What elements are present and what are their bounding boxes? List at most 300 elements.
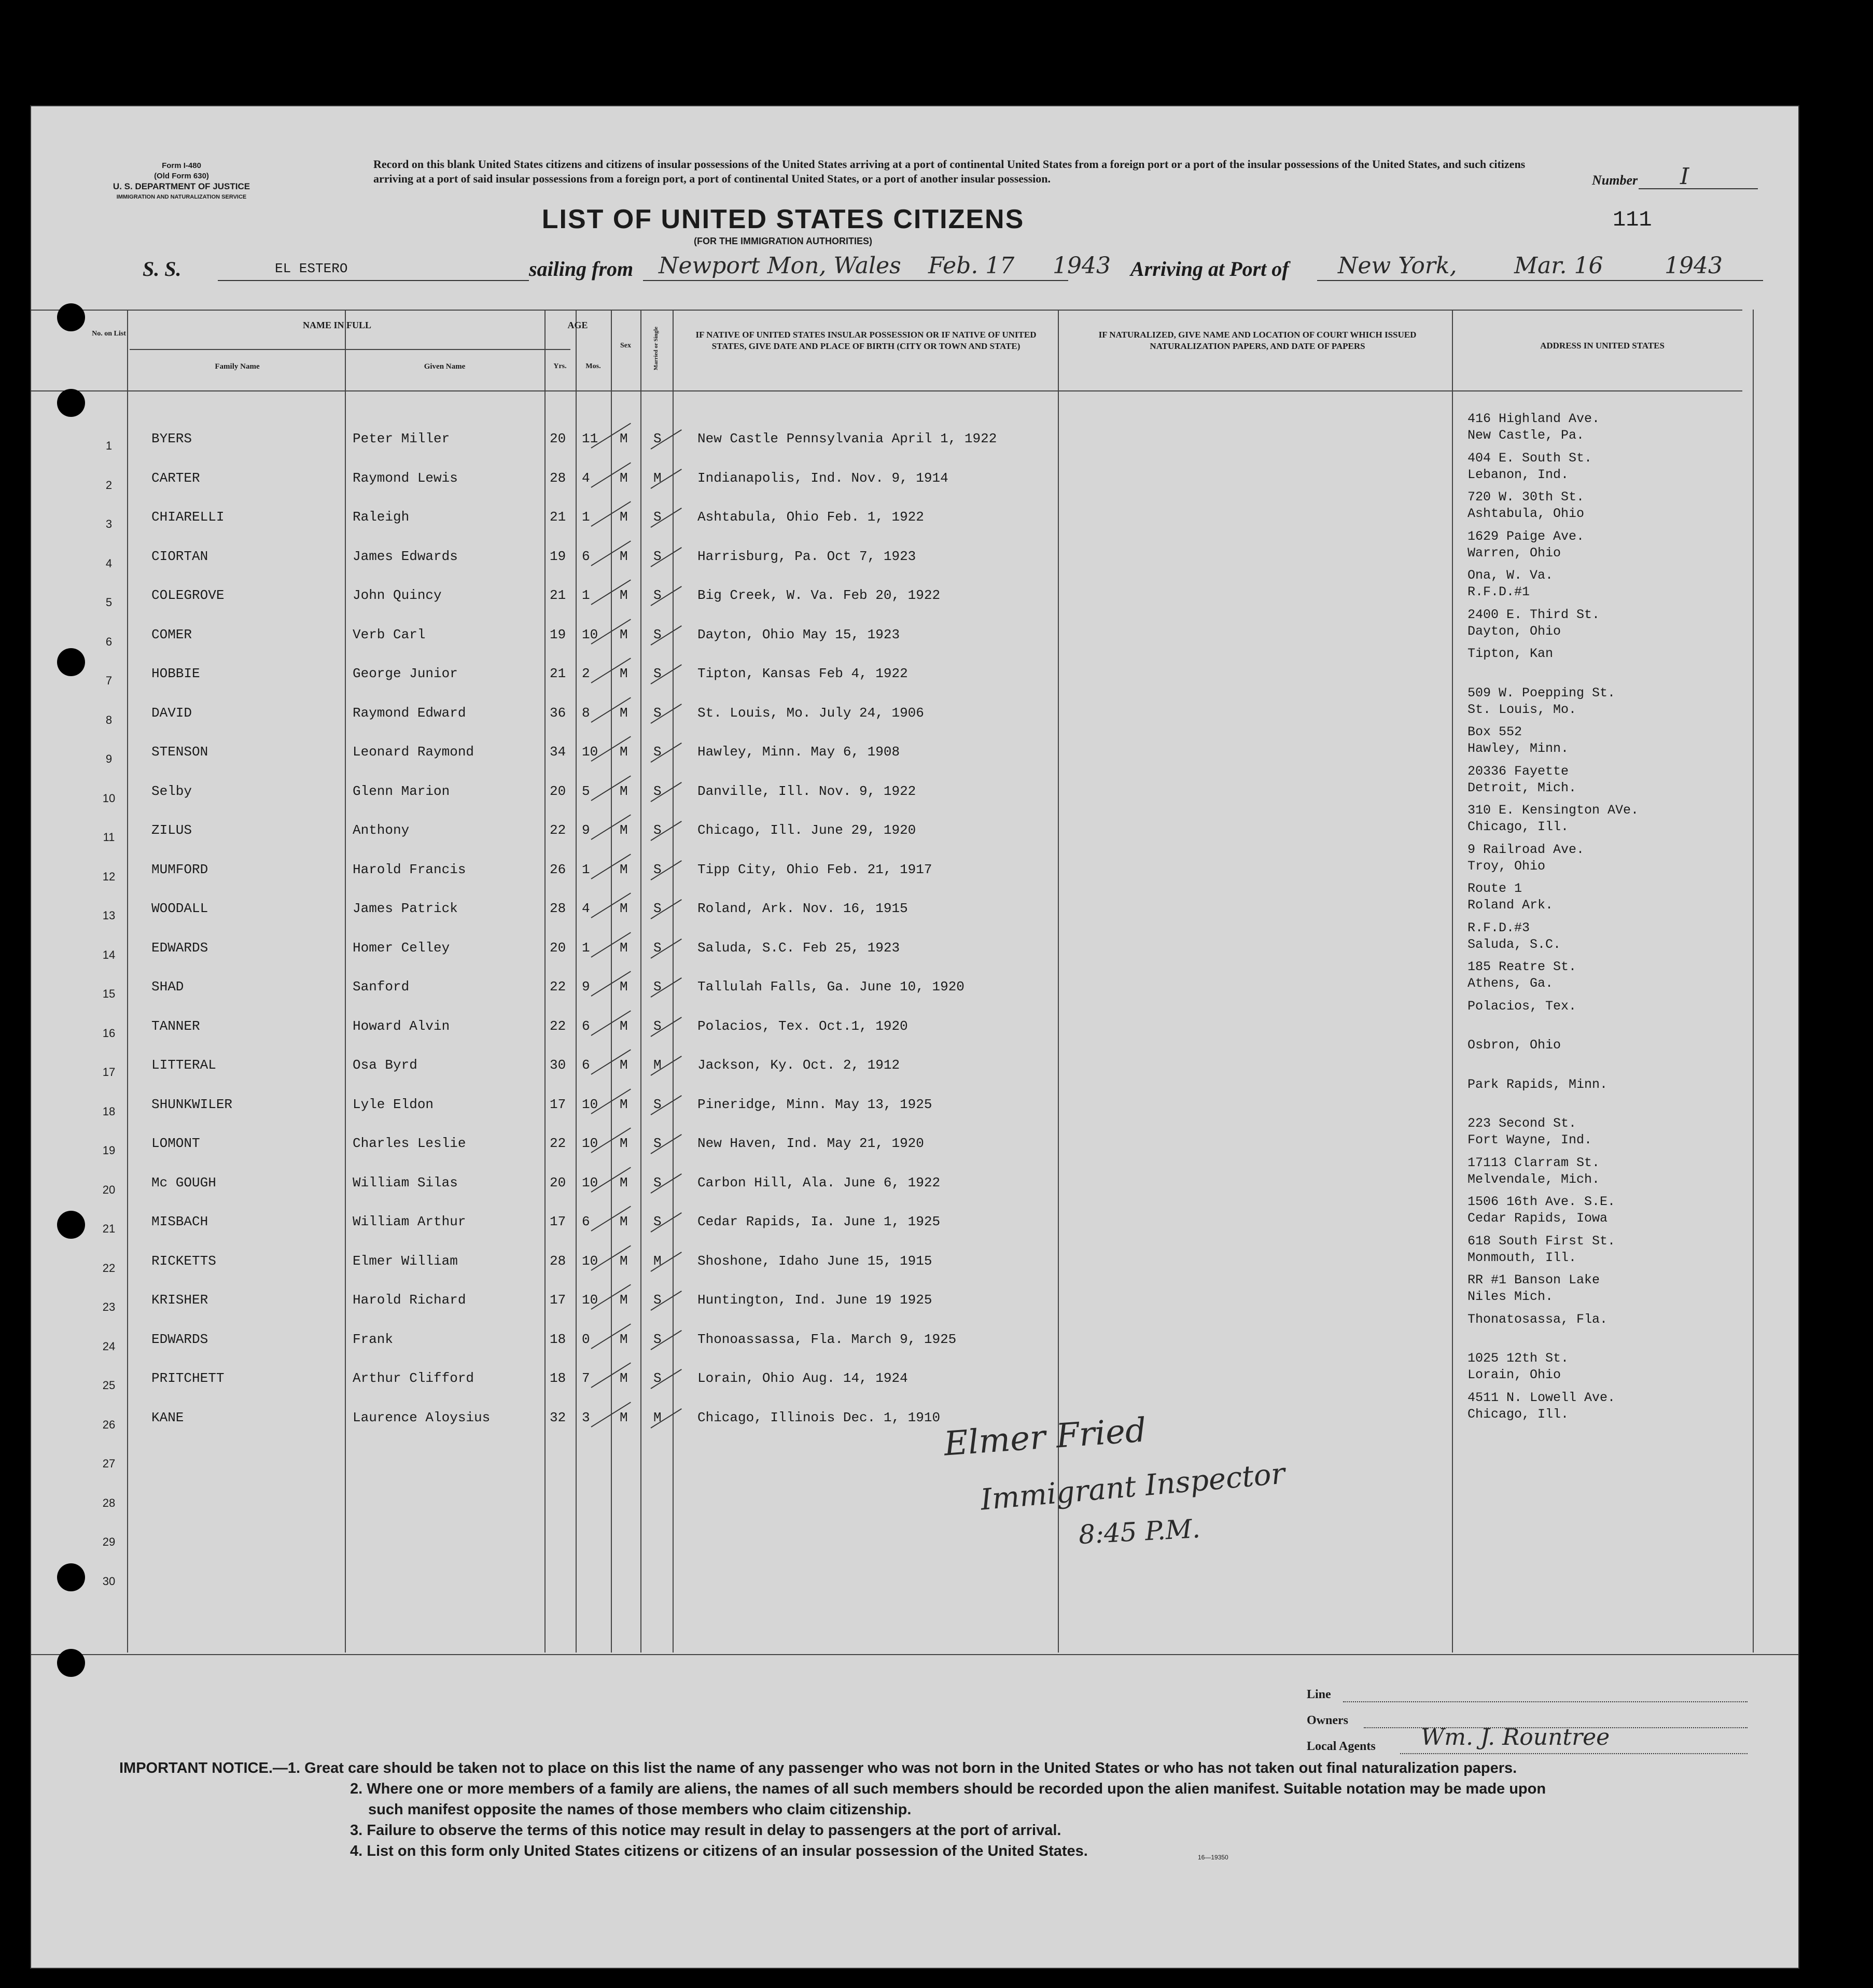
address-line: 1506 16th Ave. S.E. (1467, 1194, 1616, 1209)
arriving-underline (1317, 280, 1763, 281)
given-name: James Edwards (353, 549, 458, 564)
address-line: Lebanon, Ind. (1467, 467, 1569, 482)
family-name: LITTERAL (151, 1057, 216, 1073)
col-divider (576, 310, 577, 1653)
marital-status: S (653, 1136, 662, 1151)
age-years: 22 (550, 1018, 566, 1034)
arriving-label: Arriving at Port of (1130, 257, 1289, 281)
age-months: 6 (582, 549, 590, 564)
address-line: New Castle, Pa. (1467, 428, 1585, 443)
col-header-mos: Mos. (585, 362, 601, 370)
marital-status: S (653, 666, 662, 681)
age-years: 19 (550, 549, 566, 564)
record-note: Record on this blank United States citizens and citizens of insular possessions of the United States arriving at a port of continental United States from a foreign port or a port of the insular possessions of the United States, and such citizens arriving at a port of said insular possessions from a foreign port, a port of continental United States, or a port of another insular possession. (373, 158, 1526, 185)
age-years: 20 (550, 431, 566, 446)
given-name: Anthony (353, 822, 410, 838)
age-years: 18 (550, 1370, 566, 1386)
col-divider (1452, 310, 1453, 1653)
age-months: 4 (582, 901, 590, 916)
age-years: 21 (550, 587, 566, 603)
col-divider (544, 310, 546, 1653)
birth-place-date: Harrisburg, Pa. Oct 7, 1923 (697, 549, 916, 564)
col-divider (640, 310, 641, 1653)
binding-hole (57, 648, 85, 676)
age-months: 11 (582, 431, 598, 446)
birth-place-date: Tallulah Falls, Ga. June 10, 1920 (697, 979, 965, 995)
address-line: Chicago, Ill. (1467, 819, 1569, 834)
sailing-date: Feb. 17 (928, 253, 1015, 279)
birth-place-date: Lorain, Ohio Aug. 14, 1924 (697, 1370, 908, 1386)
age-years: 22 (550, 979, 566, 995)
marital-status: S (653, 979, 662, 995)
address-line: Cedar Rapids, Iowa (1467, 1211, 1608, 1226)
age-years: 22 (550, 1136, 566, 1151)
row-number: 8 (105, 713, 113, 726)
address-line: Ashtabula, Ohio (1467, 506, 1585, 521)
col-header-family: Family Name (215, 362, 260, 371)
address-line: Saluda, S.C. (1467, 937, 1561, 952)
sailing-from: Newport Mon, Wales (659, 253, 901, 279)
family-name: RICKETTS (151, 1253, 216, 1269)
row-number: 12 (102, 870, 116, 883)
row-number: 7 (105, 674, 113, 687)
birth-place-date: Pineridge, Minn. May 13, 1925 (697, 1097, 932, 1112)
age-years: 17 (550, 1292, 566, 1308)
age-years: 30 (550, 1057, 566, 1073)
sex: M (620, 431, 628, 446)
row-number: 27 (102, 1457, 116, 1470)
table-top-rule (31, 310, 1742, 311)
family-name: MISBACH (151, 1214, 208, 1229)
given-name: Raleigh (353, 509, 410, 525)
address-line: 720 W. 30th St. (1467, 489, 1585, 505)
marital-status: S (653, 1332, 662, 1347)
family-name: BYERS (151, 431, 192, 446)
given-name: Howard Alvin (353, 1018, 450, 1034)
given-name: Raymond Edward (353, 705, 466, 721)
binding-hole (57, 1563, 85, 1591)
row-number: 11 (103, 831, 115, 844)
header-bottom-rule (31, 390, 1742, 391)
birth-place-date: Tipton, Kansas Feb 4, 1922 (697, 666, 908, 681)
row-number: 20 (102, 1183, 116, 1196)
marital-status: S (653, 1097, 662, 1112)
birth-place-date: Thonoassassa, Fla. March 9, 1925 (697, 1332, 957, 1347)
sex: M (620, 1370, 628, 1386)
age-months: 5 (582, 783, 590, 799)
ship-underline (218, 280, 529, 281)
given-name: John Quincy (353, 587, 442, 603)
age-months: 10 (582, 1292, 598, 1308)
number-underline (1639, 188, 1758, 189)
binding-hole (57, 389, 85, 417)
birth-place-date: Jackson, Ky. Oct. 2, 1912 (697, 1057, 900, 1073)
page-subtitle: (FOR THE IMMIGRATION AUTHORITIES) (694, 236, 872, 246)
sex: M (620, 744, 628, 760)
birth-place-date: Roland, Ark. Nov. 16, 1915 (697, 901, 908, 916)
row-number: 4 (105, 557, 113, 570)
family-name: CARTER (151, 470, 200, 486)
page-number: 111 (1613, 207, 1652, 232)
row-number: 29 (102, 1535, 116, 1548)
agents-signature: Wm. J. Rountree (1421, 1724, 1610, 1751)
sex: M (620, 862, 628, 877)
family-name: DAVID (151, 705, 192, 721)
sailing-underline (643, 280, 1068, 281)
col-header-sex: Sex (620, 342, 631, 349)
age-months: 4 (582, 470, 590, 486)
inspection-time: 8:45 P.M. (1078, 1513, 1201, 1550)
age-months: 10 (582, 1175, 598, 1191)
sex: M (620, 1136, 628, 1151)
marital-status: S (653, 783, 662, 799)
age-months: 10 (582, 627, 598, 642)
given-name: Raymond Lewis (353, 470, 458, 486)
given-name: Homer Celley (353, 940, 450, 956)
birth-place-date: Polacios, Tex. Oct.1, 1920 (697, 1018, 908, 1034)
family-name: HOBBIE (151, 666, 200, 681)
col-divider (673, 310, 674, 1653)
age-months: 1 (582, 940, 590, 956)
age-months: 6 (582, 1057, 590, 1073)
row-number: 10 (102, 792, 116, 805)
given-name: Laurence Aloysius (353, 1410, 491, 1425)
family-name: CIORTAN (151, 549, 208, 564)
age-years: 17 (550, 1214, 566, 1229)
age-years: 26 (550, 862, 566, 877)
address-line: Troy, Ohio (1467, 859, 1546, 874)
given-name: Osa Byrd (353, 1057, 417, 1073)
sex: M (620, 940, 628, 956)
col-header-address: ADDRESS IN UNITED STATES (1540, 341, 1665, 351)
row-number: 6 (105, 635, 113, 648)
notice-4: 4. List on this form only United States citizens or citizens of an insular possession of the United States. (350, 1843, 1088, 1859)
inspector-signature: Elmer Fried (942, 1411, 1148, 1464)
sailing-year: 1943 (1053, 253, 1111, 279)
family-name: MUMFORD (151, 862, 208, 877)
age-months: 6 (582, 1214, 590, 1229)
address-line: 2400 E. Third St. (1467, 607, 1600, 622)
row-number: 26 (102, 1418, 116, 1431)
age-months: 1 (582, 587, 590, 603)
sex: M (620, 1175, 628, 1191)
address-line: Detroit, Mich. (1467, 780, 1577, 795)
row-number: 15 (102, 987, 116, 1000)
given-name: Arthur Clifford (353, 1370, 474, 1386)
age-months: 1 (582, 862, 590, 877)
sex: M (620, 901, 628, 916)
age-months: 7 (582, 1370, 590, 1386)
marital-status: S (653, 431, 662, 446)
address-line: Box 552 (1467, 724, 1522, 739)
given-name: James Patrick (353, 901, 458, 916)
marital-status: S (653, 1175, 662, 1191)
row-number: 9 (105, 752, 113, 765)
address-line: R.F.D.#1 (1467, 584, 1530, 599)
sex: M (620, 1253, 628, 1269)
age-years: 34 (550, 744, 566, 760)
family-name: COMER (151, 627, 192, 642)
address-line: Athens, Ga. (1467, 976, 1554, 991)
family-name: SHUNKWILER (151, 1097, 233, 1112)
address-line: Chicago, Ill. (1467, 1407, 1569, 1422)
col-divider (127, 310, 128, 1653)
given-name: Charles Leslie (353, 1136, 466, 1151)
family-name: COLEGROVE (151, 587, 225, 603)
row-number: 22 (102, 1262, 116, 1275)
sex: M (620, 979, 628, 995)
address-line: 4511 N. Lowell Ave. (1467, 1390, 1616, 1405)
sailing-label: sailing from (529, 257, 634, 281)
given-name: Elmer William (353, 1253, 458, 1269)
row-number: 24 (102, 1340, 116, 1353)
birth-place-date: St. Louis, Mo. July 24, 1906 (697, 705, 924, 721)
notice-2: 2. Where one or more members of a family are aliens, the names of all such members should be recorded upon the alien manifest. Suitable notation may be made upon (350, 1781, 1546, 1797)
sex: M (620, 549, 628, 564)
row-number: 17 (102, 1066, 116, 1079)
address-line: RR #1 Banson Lake (1467, 1272, 1600, 1287)
table-bottom-rule (31, 1654, 1798, 1655)
marital-status: S (653, 744, 662, 760)
age-years: 18 (550, 1332, 566, 1347)
age-years: 20 (550, 783, 566, 799)
age-years: 28 (550, 1253, 566, 1269)
row-number: 5 (105, 596, 113, 609)
family-name: SHAD (151, 979, 184, 995)
notice-1: IMPORTANT NOTICE.—1. Great care should be taken not to place on this list the name of any passenger who was not born in the United States or who has not taken out final naturalization papers. (119, 1760, 1517, 1776)
row-number: 14 (102, 948, 116, 961)
family-name: PRITCHETT (151, 1370, 225, 1386)
marital-status: S (653, 627, 662, 642)
row-number: 19 (102, 1144, 116, 1157)
age-years: 21 (550, 666, 566, 681)
address-line: Route 1 (1467, 881, 1522, 896)
marital-status: S (653, 1370, 662, 1386)
sex: M (620, 1097, 628, 1112)
marital-status: M (653, 1253, 662, 1269)
sex: M (620, 705, 628, 721)
birth-place-date: Carbon Hill, Ala. June 6, 1922 (697, 1175, 941, 1191)
given-name: Lyle Eldon (353, 1097, 434, 1112)
col-header-no: No. on List (92, 330, 126, 338)
marital-status: S (653, 705, 662, 721)
age-years: 21 (550, 509, 566, 525)
sex: M (620, 1332, 628, 1347)
address-line: 185 Reatre St. (1467, 959, 1577, 974)
col-header-birth: IF NATIVE OF UNITED STATES INSULAR POSSESSION OR IF NATIVE OF UNITED STATES, GIVE DATE AND PLACE OF BIRTH (CITY OR TOWN AND STATE) (695, 330, 1037, 351)
address-line: 1025 12th St. (1467, 1351, 1569, 1366)
sex: M (620, 822, 628, 838)
age-months: 9 (582, 979, 590, 995)
family-name: KRISHER (151, 1292, 208, 1308)
family-name: ZILUS (151, 822, 192, 838)
col-divider (1753, 310, 1754, 1653)
row-number: 28 (102, 1496, 116, 1509)
binding-hole (57, 1649, 85, 1677)
birth-place-date: Shoshone, Idaho June 15, 1915 (697, 1253, 932, 1269)
given-name: Frank (353, 1332, 394, 1347)
given-name: William Arthur (353, 1214, 466, 1229)
birth-place-date: Danville, Ill. Nov. 9, 1922 (697, 783, 916, 799)
address-line: Tipton, Kan (1467, 646, 1554, 661)
address-line: Osbron, Ohio (1467, 1038, 1561, 1053)
family-name: TANNER (151, 1018, 200, 1034)
birth-place-date: New Castle Pennsylvania April 1, 1922 (697, 431, 997, 446)
marital-status: S (653, 901, 662, 916)
family-name: WOODALL (151, 901, 208, 916)
marital-status: S (653, 549, 662, 564)
number-label: Number (1592, 173, 1638, 188)
inspector-title: Immigrant Inspector (979, 1457, 1287, 1517)
address-line: 404 E. South St. (1467, 451, 1592, 466)
address-line: Roland Ark. (1467, 898, 1554, 913)
address-line: 416 Highland Ave. (1467, 411, 1600, 426)
ship-name: EL ESTERO (275, 261, 348, 276)
address-line: Dayton, Ohio (1467, 624, 1561, 639)
age-years: 19 (550, 627, 566, 642)
row-number: 18 (102, 1105, 116, 1118)
given-name: Harold Francis (353, 862, 466, 877)
sex: M (620, 627, 628, 642)
sex: M (620, 587, 628, 603)
family-name: EDWARDS (151, 940, 208, 956)
birth-place-date: Indianapolis, Ind. Nov. 9, 1914 (697, 470, 948, 486)
address-line: Melvendale, Mich. (1467, 1172, 1600, 1187)
page-title: LIST OF UNITED STATES CITIZENS (541, 204, 1025, 234)
row-number: 13 (102, 909, 116, 922)
sex: M (620, 1292, 628, 1308)
address-line: St. Louis, Mo. (1467, 702, 1577, 717)
given-name: Sanford (353, 979, 410, 995)
age-years: 36 (550, 705, 566, 721)
address-line: Hawley, Minn. (1467, 741, 1569, 756)
manifest-page (30, 105, 1799, 1969)
address-line: Polacios, Tex. (1467, 999, 1577, 1014)
row-number: 1 (105, 439, 113, 452)
important-notice (119, 1758, 1779, 1861)
col-header-name: NAME IN FULL (302, 320, 371, 330)
address-line: 310 E. Kensington AVe. (1467, 803, 1639, 818)
address-line: Monmouth, Ill. (1467, 1250, 1577, 1265)
age-months: 2 (582, 666, 590, 681)
age-years: 20 (550, 1175, 566, 1191)
address-line: Lorain, Ohio (1467, 1367, 1561, 1382)
address-line: Warren, Ohio (1467, 545, 1561, 561)
address-line: R.F.D.#3 (1467, 920, 1530, 935)
family-name: CHIARELLI (151, 509, 225, 525)
age-months: 1 (582, 509, 590, 525)
sex: M (620, 1410, 628, 1425)
marital-status: M (653, 1057, 662, 1073)
family-name: Selby (151, 783, 192, 799)
col-header-married: Married or Single (653, 326, 659, 371)
address-line: Thonatosassa, Fla. (1467, 1312, 1608, 1327)
address-line: Ona, W. Va. (1467, 568, 1554, 583)
birth-place-date: Ashtabula, Ohio Feb. 1, 1922 (697, 509, 924, 525)
age-years: 22 (550, 822, 566, 838)
row-number: 16 (102, 1027, 116, 1040)
birth-place-date: Chicago, Ill. June 29, 1920 (697, 822, 916, 838)
number-value: I (1680, 163, 1689, 190)
address-line: Niles Mich. (1467, 1289, 1554, 1304)
row-number: 30 (102, 1575, 116, 1588)
birth-place-date: Tipp City, Ohio Feb. 21, 1917 (697, 862, 932, 877)
agents-label: Local Agents (1307, 1740, 1376, 1753)
address-line: Fort Wayne, Ind. (1467, 1132, 1592, 1147)
age-months: 3 (582, 1410, 590, 1425)
sex: M (620, 470, 628, 486)
family-name: LOMONT (151, 1136, 200, 1151)
given-name: Glenn Marion (353, 783, 450, 799)
birth-place-date: Saluda, S.C. Feb 25, 1923 (697, 940, 900, 956)
birth-place-date: Hawley, Minn. May 6, 1908 (697, 744, 900, 760)
marital-status: S (653, 509, 662, 525)
age-years: 20 (550, 940, 566, 956)
age-years: 32 (550, 1410, 566, 1425)
col-header-yrs: Yrs. (553, 362, 567, 370)
marital-status: S (653, 1214, 662, 1229)
col-divider (611, 310, 612, 1653)
family-name: EDWARDS (151, 1332, 208, 1347)
given-name: Verb Carl (353, 627, 426, 642)
given-name: Peter Miller (353, 431, 450, 446)
arriving-port: New York, (1338, 253, 1457, 279)
address-line: 1629 Paige Ave. (1467, 529, 1585, 544)
marital-status: S (653, 587, 662, 603)
notice-2-cont: such manifest opposite the names of those members who claim citizenship. (368, 1801, 912, 1818)
given-name: Leonard Raymond (353, 744, 474, 760)
marital-status: S (653, 822, 662, 838)
age-months: 10 (582, 1136, 598, 1151)
row-number: 25 (102, 1379, 116, 1392)
ss-label: S. S. (143, 257, 181, 281)
address-line: 618 South First St. (1467, 1234, 1616, 1249)
age-months: 10 (582, 1097, 598, 1112)
given-name: Harold Richard (353, 1292, 466, 1308)
address-line: 9 Railroad Ave. (1467, 842, 1585, 857)
print-code: 16—19350 (1198, 1854, 1228, 1861)
header-subrule (130, 349, 570, 350)
age-months: 0 (582, 1332, 590, 1347)
owners-label: Owners (1307, 1714, 1348, 1727)
age-months: 10 (582, 744, 598, 760)
age-months: 8 (582, 705, 590, 721)
sex: M (620, 1057, 628, 1073)
marital-status: S (653, 940, 662, 956)
address-line: 509 W. Poepping St. (1467, 685, 1616, 701)
col-divider (345, 310, 346, 1653)
sex: M (620, 1018, 628, 1034)
birth-place-date: Dayton, Ohio May 15, 1923 (697, 627, 900, 642)
family-name: KANE (151, 1410, 184, 1425)
row-number: 2 (105, 479, 113, 492)
sex: M (620, 783, 628, 799)
age-months: 10 (582, 1253, 598, 1269)
address-line: Park Rapids, Minn. (1467, 1077, 1608, 1092)
age-years: 17 (550, 1097, 566, 1112)
age-years: 28 (550, 901, 566, 916)
sex: M (620, 1214, 628, 1229)
notice-3: 3. Failure to observe the terms of this notice may result in delay to passengers at the port of arrival. (350, 1822, 1061, 1839)
col-header-given: Given Name (424, 362, 466, 371)
form-identifier: Form I-480 (Old Form 630) U. S. DEPARTMENT OF JUSTICE IMMIGRATION AND NATURALIZATION SERVICE (113, 161, 250, 200)
given-name: William Silas (353, 1175, 458, 1191)
col-header-naturalized: IF NATURALIZED, GIVE NAME AND LOCATION OF COURT WHICH ISSUED NATURALIZATION PAPERS, AND DATE OF PAPERS (1098, 330, 1417, 351)
family-name: STENSON (151, 744, 208, 760)
row-number: 23 (102, 1300, 116, 1313)
row-number: 21 (102, 1222, 116, 1235)
birth-place-date: Big Creek, W. Va. Feb 20, 1922 (697, 587, 941, 603)
